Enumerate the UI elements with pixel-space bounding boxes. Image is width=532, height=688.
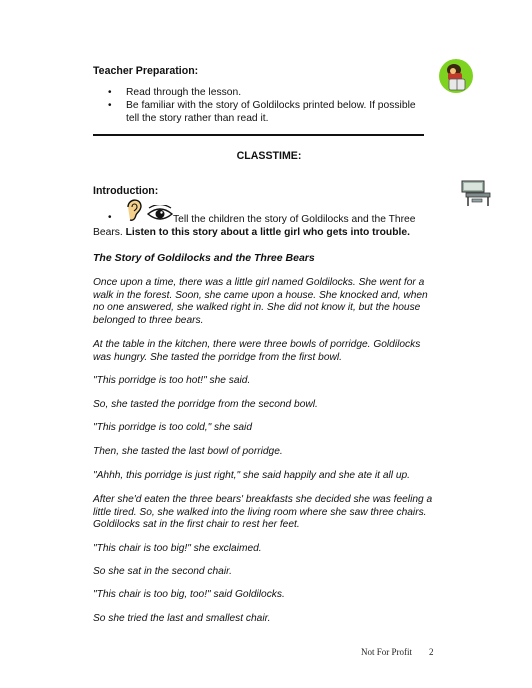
story-paragraph: Then, she tasted the last bowl of porridge. <box>93 446 283 457</box>
story-title: The Story of Goldilocks and the Three Bears <box>93 252 315 264</box>
bullet-dot: • <box>108 87 112 98</box>
ear-icon <box>124 195 144 223</box>
teacher-prep-bullet-2: Be familiar with the story of Goldilocks printed below. If possible tell the story rather than read it. <box>126 100 416 124</box>
introduction-bullet-bold: Listen to this story about a little girl who gets into trouble. <box>125 227 410 238</box>
story-paragraph: After she'd eaten the three bears' breakfasts she decided she was feeling a little tired. So, she walked into the living room where she saw three chairs. Goldilocks sat in the first chair to rest her feet. <box>93 494 433 530</box>
footer-label: Not For Profit <box>361 647 413 657</box>
introduction-bullet-text: Tell the children the story of Goldilocks and the Three <box>173 214 416 225</box>
teacher-prep-heading: Teacher Preparation: <box>93 65 199 77</box>
story-paragraph: At the table in the kitchen, there were three bowls of porridge. Goldilocks was hungry. She tasted the porridge from the first bowl. <box>93 339 421 363</box>
story-paragraph: "This chair is too big!" she exclaimed. <box>93 543 262 554</box>
teacher-reading-icon <box>437 57 475 95</box>
classroom-desk-icon <box>458 178 494 208</box>
story-paragraph: So she sat in the second chair. <box>93 566 232 577</box>
story-paragraph: So she tried the last and smallest chair. <box>93 613 271 624</box>
page-number: 2 <box>429 647 434 657</box>
introduction-heading: Introduction: <box>93 185 159 197</box>
story-paragraph: Once upon a time, there was a little girl named Goldilocks. She went for a walk in the forest. Soon, she came upon a house. She knocked and, when no one answered, she walked right in. She did not know it, but the house belonged to three bears. <box>93 277 428 326</box>
introduction-bullet-tail: Bears. <box>93 227 126 238</box>
section-divider <box>93 134 424 136</box>
story-paragraph: "This porridge is too cold," she said <box>93 422 252 433</box>
story-paragraph: "This chair is too big, too!" said Goldilocks. <box>93 589 285 600</box>
story-paragraph: "Ahhh, this porridge is just right," she said happily and she ate it all up. <box>93 470 411 481</box>
eye-icon <box>146 205 174 223</box>
bullet-dot: • <box>108 212 112 223</box>
story-paragraph: "This porridge is too hot!" she said. <box>93 375 251 386</box>
teacher-prep-bullet-1: Read through the lesson. <box>126 87 242 98</box>
bullet-dot: • <box>108 100 112 111</box>
introduction-bullet-continuation <box>93 227 473 240</box>
classtime-heading: CLASSTIME: <box>236 150 302 162</box>
story-paragraph: So, she tasted the porridge from the second bowl. <box>93 399 318 410</box>
